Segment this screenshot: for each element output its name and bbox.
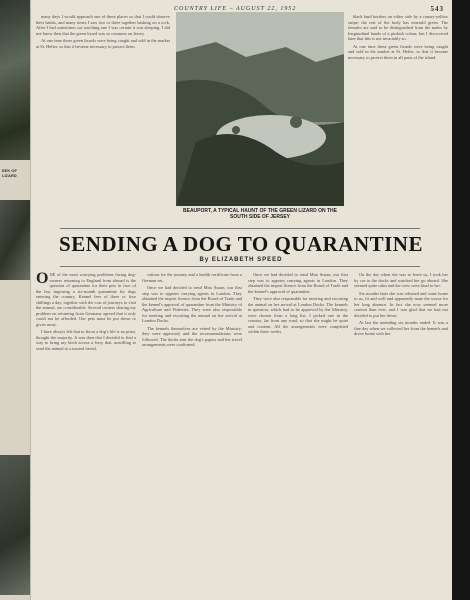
drop-cap: O <box>36 272 49 287</box>
page-number: 543 <box>430 5 444 13</box>
article-column-2 <box>142 272 242 597</box>
background-edge <box>452 0 470 600</box>
paragraph: NE of the most worrying problems facing dog-owners returning to England from abroad is the question of quarantine for their pets in face of the law imposing a six-month quarantine for dogs entering the country. Kennel fees of three or four shillings a day, together with the cost of journeys to visit the animal, are considerable. Several owners sharing my problem on returning from Germany agreed that it only could not be afforded. Our pets must be put down or given away. <box>36 272 136 327</box>
left-photo-top <box>0 0 30 160</box>
paragraph: I have always felt that to shoot a dog's life is no prize, thought the majority. It was then that I decided to find a way to bring my bitch across a ferry that, unwilling to send the animal to a trusted friend. <box>36 329 136 351</box>
paragraph: At one time these green lizards were being caught and sold in the market at St. Helier, so that it became necessary to protect them. <box>36 38 170 49</box>
photo-caption: BEAUPORT, A TYPICAL HAUNT OF THE GREEN LIZARD ON THE SOUTH SIDE OF JERSEY <box>183 208 337 220</box>
paragraph: black land borders on either side by a canary-yellow stripe; the rest of the body has emerald green. The females are said to be distinguished from the males by longitudinal bands of a pinkish colour, but I discovered later that this is not invariably so. <box>348 14 448 41</box>
running-title: COUNTRY LIFE – AUGUST 22, 1952 <box>174 6 297 12</box>
divider-bottom <box>60 266 420 267</box>
paragraph: On the day when she was to leave us, I took her by car to the docks and watched her go aboard. She seemed quite calm and the crew were kind to her. <box>354 272 448 288</box>
left-photo-bottom <box>0 455 30 595</box>
paragraph: Six months later she was released and came home to us, fit and well and apparently none the worse for her long absence. In fact she now seemed more content than ever, and I was glad that we had not decided to put her down. <box>354 290 448 318</box>
left-caption: EEK OF LIZARD <box>2 168 17 178</box>
article-column-4 <box>354 272 448 597</box>
column-left-upper <box>36 14 170 224</box>
paragraph: cations for the journey and a health certificate from a German vet. <box>142 272 242 283</box>
paragraph: Once we had decided to send Miss Susan, our first step was to appoint carrying agents in London. They obtained the import licence from the Board of Trade and the kennel's approval of quarantine. <box>248 272 348 294</box>
paragraph: Once we had decided to send Miss Susan, our first step was to appoint carrying agents in London. They obtained the import licence from the Board of Trade and the kennel's approval of quarantine from the Ministry of Agriculture and Fisheries. They were also responsible for meeting and escorting the animal on her arrival at London Docks. <box>142 285 242 323</box>
paragraph: At one time these green lizards were being caught and sold in the market at St. Helier, so that it became necessary to protect them in all parts of the island. <box>348 43 448 60</box>
coastal-landscape-image <box>176 12 344 206</box>
paragraph: many days I would approach one of these places so that I could observe their habits, and many times I saw two or three together basking on a rock. After I had sometimes sat watching one I was certain it was sleeping. I did not know then that the green lizard was so common on Jersey. <box>36 14 170 36</box>
article-column-1 <box>36 272 136 597</box>
article-column-3 <box>248 272 348 597</box>
previous-page-edge <box>0 0 31 600</box>
divider-top <box>60 228 420 229</box>
left-photo-middle <box>0 200 30 280</box>
paragraph: The kennels themselves are vetted by the Ministry; they were approved, and the recommendations were followed. The docks sent the dog's papers and her travel arrangements were confirmed. <box>142 325 242 347</box>
column-right-upper <box>348 14 448 224</box>
article-headline: SENDING A DOG TO QUARANTINE <box>59 232 423 256</box>
beauport-photo <box>176 12 344 206</box>
paragraph: At last the unending six months ended. It was a fine day when we collected her from the kennels and drove home with her. <box>354 320 448 336</box>
left-text-fragment <box>2 290 28 450</box>
paragraph: They were also responsible for meeting and escorting the animal on her arrival at London Docks. The kennels in question, which had to be approved by the Ministry, were chosen from a long list; I picked one in the country, far from any road, so that she might be quiet and content. All the arrangements were completed within three weeks. <box>248 296 348 334</box>
article-byline: By ELIZABETH SPEED <box>199 257 283 263</box>
